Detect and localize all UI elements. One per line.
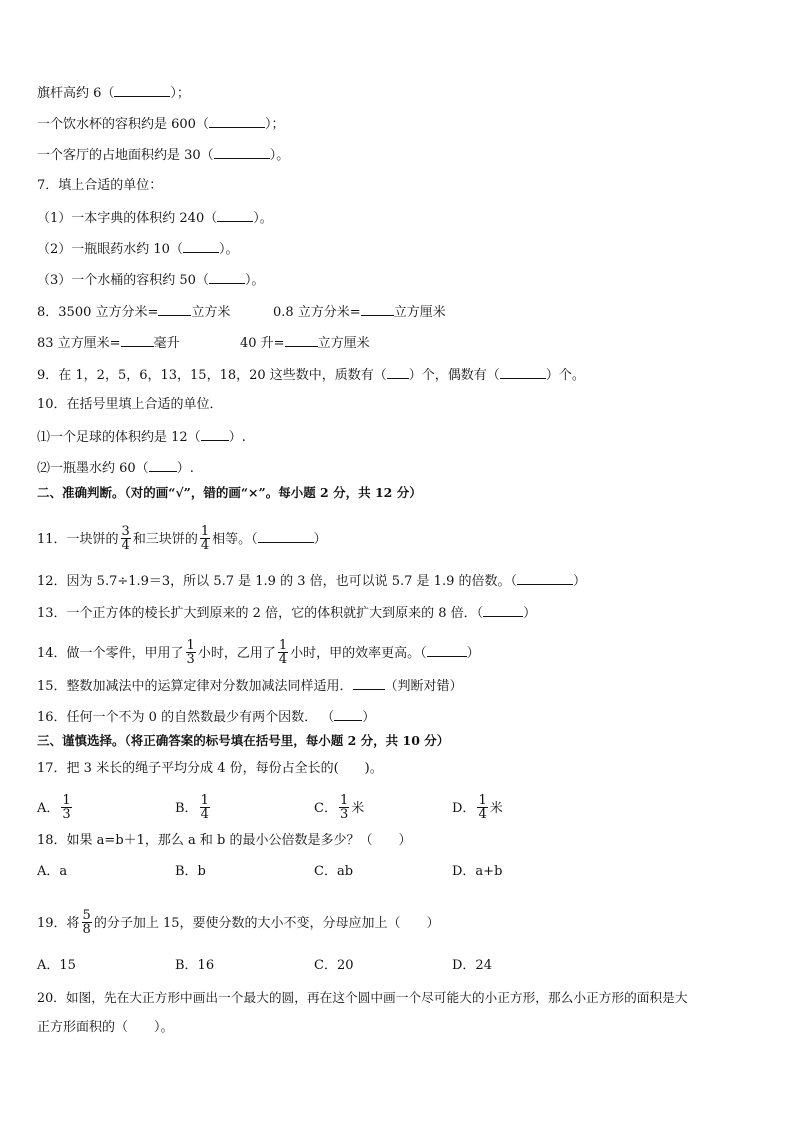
answer-blank[interactable] [149,459,177,472]
q13: 13．一个正方体的棱长扩大到原来的 2 倍，它的体积就扩大到原来的 8 倍．（ ） [37,606,537,621]
fraction: $\frac{3}{4}$ [121,524,130,553]
q19-option-c[interactable]: C．20 [314,958,354,973]
q17-option-a[interactable]: A． $\frac{1}{3}$ [37,793,71,822]
q8-item-a: 8．3500 立方分米= 立方米 [37,305,231,320]
q15: 15．整数加减法中的运算定律对分数加减法同样适用． （判断对错） [37,679,463,694]
q7-item-1: （1）一本字典的体积约 240（ ）。 [37,211,273,226]
q18-option-d[interactable]: D．a+b [452,864,503,879]
q17-stem: 17．把 3 米长的绳子平均分成 4 份，每份占全长的( )。 [37,761,383,776]
fraction: $\frac{1}{4}$ [478,793,487,822]
q17-option-b[interactable]: B． $\frac{1}{4}$ [175,793,209,822]
fraction: $\frac{1}{4}$ [200,524,210,553]
answer-blank[interactable] [361,303,394,316]
q7-item-3: （3）一个水桶的容积约 50（ ）。 [37,273,265,288]
q19-option-b[interactable]: B．16 [175,958,215,973]
q7-item-2: （2）一瓶眼药水约 10（ ）。 [37,242,239,257]
answer-blank[interactable] [258,530,314,543]
q8-item-c: 83 立方厘米= 毫升 [37,336,180,351]
q10-item-2: ⑵一瓶墨水约 60（ ）. [37,461,194,476]
q7-stem: 7．填上合适的单位： [37,178,163,193]
answer-blank[interactable] [387,366,409,379]
fraction: $\frac{1}{3}$ [186,638,195,667]
q14: 14．做一个零件，甲用了 $\frac{1}{3}$ 小时，乙用了 $\frac{1}{4}$ 小时，甲的效率更高。（ ） [37,638,480,667]
answer-blank[interactable] [334,708,362,721]
fraction: $\frac{1}{3}$ [62,793,71,822]
answer-blank[interactable] [214,146,270,159]
answer-blank[interactable] [500,366,546,379]
q19-option-d[interactable]: D．24 [452,958,492,973]
q12: 12．因为 5.7÷1.9＝3，所以 5.7 是 1.9 的 3 倍，也可以说 5.7 是 1.9 的倍数。（ ） [37,574,586,589]
q18-stem: 18．如果 a=b＋1，那么 a 和 b 的最小公倍数是多少？（ ） [37,833,412,848]
q18-option-a[interactable]: A．a [37,864,68,879]
answer-blank[interactable] [285,334,318,347]
answer-blank[interactable] [209,271,245,284]
q6-line-cup: 一个饮水杯的容积约是 600（ ）； [37,117,285,132]
q6-line-flagpole: 旗杆高约 6（ ）； [37,86,190,101]
answer-blank[interactable] [121,334,154,347]
section-2-title: 二、准确判断。（对的画“√”，错的画“×”。每小题 2 分，共 12 分） [37,485,422,500]
q10-item-1: ⑴一个足球的体积约是 12（ ）. [37,430,246,445]
q8-item-d: 40 升= 立方厘米 [240,336,370,351]
q6-line-livingroom: 一个客厅的占地面积约是 30（ ）。 [37,148,290,163]
q20-line-1: 20．如图，先在大正方形中画出一个最大的圆，再在这个圆中画一个尽可能大的小正方形，那么小正方形的面积是大 [37,990,688,1005]
section-3-title: 三、谨慎选择。（将正确答案的标号填在括号里，每小题 2 分，共 10 分） [37,733,450,748]
fraction: $\frac{1}{4}$ [278,638,288,667]
answer-blank[interactable] [158,303,191,316]
answer-blank[interactable] [183,240,219,253]
answer-blank[interactable] [114,84,170,97]
q9: 9．在 1，2，5，6，13，15，18，20 这些数中，质数有（ ）个，偶数有（ ）个。 [37,368,585,383]
q16: 16．任何一个不为 0 的自然数最少有两个因数． （ ） [37,710,376,725]
q19-option-a[interactable]: A．15 [37,958,76,973]
q18-option-b[interactable]: B．b [175,864,206,879]
q17-option-d[interactable]: D． $\frac{1}{4}$ 米 [452,793,503,822]
q10-stem: 10．在括号里填上合适的单位． [37,397,223,412]
q19-stem: 19．将 $\frac{5}{8}$ 的分子加上 15，要使分数的大小不变，分母应加上（ ） [37,908,440,937]
answer-blank[interactable] [483,604,523,617]
answer-blank[interactable] [217,209,253,222]
q17-option-c[interactable]: C． $\frac{1}{3}$ 米 [314,793,365,822]
answer-blank[interactable] [353,677,385,690]
answer-blank[interactable] [427,644,467,657]
q8-item-b: 0.8 立方分米= 立方厘米 [273,305,446,320]
answer-blank[interactable] [201,428,229,441]
q11: 11．一块饼的 $\frac{3}{4}$ 和三块饼的 $\frac{1}{4}$ 相等。（ ） [37,524,327,553]
fraction: $\frac{5}{8}$ [82,908,91,937]
fraction: $\frac{1}{4}$ [200,793,209,822]
fraction: $\frac{1}{3}$ [339,793,349,822]
q20-line-2: 正方形面积的（ ）。 [37,1020,174,1035]
answer-blank[interactable] [517,572,573,585]
answer-blank[interactable] [209,115,265,128]
q18-option-c[interactable]: C．ab [314,864,354,879]
